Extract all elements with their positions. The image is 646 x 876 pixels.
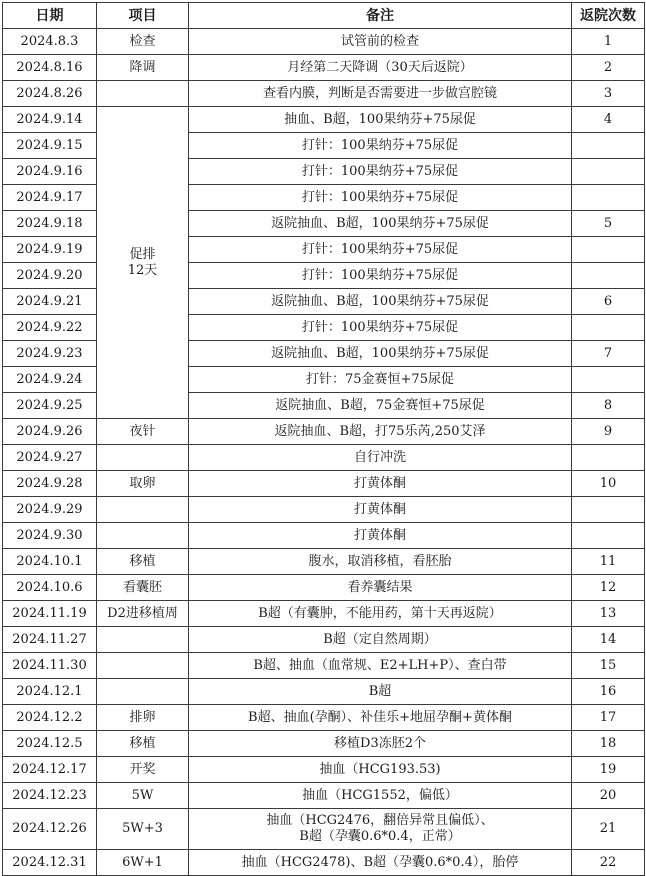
date-cell: 2024.9.19 <box>3 237 97 263</box>
item-cell: 排卵 <box>97 705 189 731</box>
date-cell: 2024.9.22 <box>3 315 97 341</box>
table-row <box>3 497 645 523</box>
table-row <box>3 601 645 627</box>
visits-cell <box>572 263 645 289</box>
item-cell <box>97 679 189 705</box>
item-cell: 5W+3 <box>97 809 189 850</box>
note-cell: 查看内膜，判断是否需要进一步做宫腔镜 <box>189 81 572 107</box>
item-cell: 降调 <box>97 55 189 81</box>
visits-cell: 21 <box>572 809 645 850</box>
table-row <box>3 679 645 705</box>
date-cell: 2024.8.3 <box>3 29 97 55</box>
note-cell: 移植D3冻胚2个 <box>189 731 572 757</box>
table-row <box>3 627 645 653</box>
visits-cell <box>572 185 645 211</box>
visits-cell: 1 <box>572 29 645 55</box>
note-cell: 返院抽血、B超，100果纳芬+75尿促 <box>189 211 572 237</box>
visits-cell: 14 <box>572 627 645 653</box>
visits-cell: 13 <box>572 601 645 627</box>
visits-cell: 22 <box>572 850 645 876</box>
note-cell: 打针：75金赛恒+75尿促 <box>189 367 572 393</box>
date-cell: 2024.12.23 <box>3 783 97 809</box>
table-row <box>3 107 645 133</box>
visits-cell: 9 <box>572 419 645 445</box>
note-cell: 返院抽血、B超，100果纳芬+75尿促 <box>189 341 572 367</box>
date-cell: 2024.9.25 <box>3 393 97 419</box>
date-cell: 2024.9.18 <box>3 211 97 237</box>
table-row <box>3 471 645 497</box>
visits-cell: 19 <box>572 757 645 783</box>
item-cell <box>97 81 189 107</box>
table-row <box>3 29 645 55</box>
item-cell: 检查 <box>97 29 189 55</box>
date-cell: 2024.10.1 <box>3 549 97 575</box>
visits-cell: 20 <box>572 783 645 809</box>
date-cell: 2024.9.16 <box>3 159 97 185</box>
table-row <box>3 850 645 876</box>
note-cell: 打黄体酮 <box>189 497 572 523</box>
ivf-schedule-table <box>2 2 645 876</box>
note-line-1: 抽血（HCG2476，翻倍异常且偏低）、 <box>266 813 494 828</box>
merged-item-label-line1: 促排 <box>129 246 156 262</box>
visits-cell: 15 <box>572 653 645 679</box>
header-row <box>3 3 645 29</box>
date-cell: 2024.12.26 <box>3 809 97 850</box>
note-cell: B超（定自然周期） <box>189 627 572 653</box>
note-cell: 试管前的检查 <box>189 29 572 55</box>
item-cell <box>97 445 189 471</box>
note-cell: 打针：100果纳芬+75尿促 <box>189 237 572 263</box>
note-line-2: B超（孕囊0.6*0.4，正常） <box>299 829 461 844</box>
visits-cell <box>572 237 645 263</box>
table-row <box>3 757 645 783</box>
visits-cell <box>572 133 645 159</box>
date-cell: 2024.9.24 <box>3 367 97 393</box>
date-cell: 2024.9.21 <box>3 289 97 315</box>
visits-cell <box>572 367 645 393</box>
date-cell: 2024.9.17 <box>3 185 97 211</box>
visits-cell: 17 <box>572 705 645 731</box>
table-row <box>3 653 645 679</box>
item-cell <box>97 497 189 523</box>
visits-cell: 8 <box>572 393 645 419</box>
note-cell: 打针：100果纳芬+75尿促 <box>189 263 572 289</box>
table-row <box>3 81 645 107</box>
date-cell: 2024.9.23 <box>3 341 97 367</box>
header-date: 日期 <box>3 3 97 29</box>
table-row <box>3 705 645 731</box>
visits-cell <box>572 315 645 341</box>
visits-cell: 12 <box>572 575 645 601</box>
visits-cell <box>572 523 645 549</box>
note-cell: 自行冲洗 <box>189 445 572 471</box>
item-cell: 移植 <box>97 549 189 575</box>
visits-cell: 10 <box>572 471 645 497</box>
item-cell: 开奖 <box>97 757 189 783</box>
date-cell: 2024.11.30 <box>3 653 97 679</box>
note-cell: 打黄体酮 <box>189 523 572 549</box>
visits-cell: 5 <box>572 211 645 237</box>
note-cell: 打针：100果纳芬+75尿促 <box>189 159 572 185</box>
date-cell: 2024.9.14 <box>3 107 97 133</box>
date-cell: 2024.8.16 <box>3 55 97 81</box>
note-cell: B超 <box>189 679 572 705</box>
table-row <box>3 419 645 445</box>
item-cell: 夜针 <box>97 419 189 445</box>
date-cell: 2024.9.28 <box>3 471 97 497</box>
item-cell: 5W <box>97 783 189 809</box>
table-row <box>3 783 645 809</box>
date-cell: 2024.11.27 <box>3 627 97 653</box>
note-cell: B超、抽血(孕酮）、补佳乐+地屈孕酮+黄体酮 <box>189 705 572 731</box>
note-cell: 腹水，取消移植，看胚胎 <box>189 549 572 575</box>
date-cell: 2024.9.26 <box>3 419 97 445</box>
visits-cell: 11 <box>572 549 645 575</box>
note-cell-multiline <box>189 809 572 850</box>
visits-cell <box>572 159 645 185</box>
visits-cell: 18 <box>572 731 645 757</box>
date-cell: 2024.9.30 <box>3 523 97 549</box>
table-row <box>3 55 645 81</box>
date-cell: 2024.9.29 <box>3 497 97 523</box>
date-cell: 2024.12.5 <box>3 731 97 757</box>
item-cell: D2进移植周 <box>97 601 189 627</box>
note-cell: 抽血（HCG1552，偏低） <box>189 783 572 809</box>
date-cell: 2024.12.2 <box>3 705 97 731</box>
visits-cell: 4 <box>572 107 645 133</box>
note-cell: 返院抽血、B超，打75乐芮,250艾泽 <box>189 419 572 445</box>
table-row <box>3 575 645 601</box>
note-cell: 打黄体酮 <box>189 471 572 497</box>
item-cell: 6W+1 <box>97 850 189 876</box>
date-cell: 2024.9.20 <box>3 263 97 289</box>
note-cell: B超（有囊肿，不能用药，第十天再返院） <box>189 601 572 627</box>
note-cell: 看养囊结果 <box>189 575 572 601</box>
note-cell: B超、抽血（血常规、E2+LH+P）、查白带 <box>189 653 572 679</box>
date-cell: 2024.8.26 <box>3 81 97 107</box>
item-cell: 移植 <box>97 731 189 757</box>
header-note: 备注 <box>189 3 572 29</box>
merged-item-label-line2: 12天 <box>127 262 158 278</box>
note-cell: 返院抽血、B超，75金赛恒+75尿促 <box>189 393 572 419</box>
table-row <box>3 731 645 757</box>
visits-cell <box>572 497 645 523</box>
note-cell: 打针：100果纳芬+75尿促 <box>189 315 572 341</box>
header-item: 项目 <box>97 3 189 29</box>
merged-item-cell <box>97 107 189 419</box>
note-cell: 抽血（HCG2478)、B超（孕囊0.6*0.4），胎停 <box>189 850 572 876</box>
table-row <box>3 523 645 549</box>
header-visits: 返院次数 <box>572 3 645 29</box>
date-cell: 2024.12.1 <box>3 679 97 705</box>
date-cell: 2024.9.15 <box>3 133 97 159</box>
visits-cell: 7 <box>572 341 645 367</box>
note-cell: 月经第二天降调（30天后返院） <box>189 55 572 81</box>
table-row <box>3 809 645 850</box>
visits-cell <box>572 445 645 471</box>
note-cell: 打针：100果纳芬+75尿促 <box>189 185 572 211</box>
date-cell: 2024.9.27 <box>3 445 97 471</box>
visits-cell: 3 <box>572 81 645 107</box>
item-cell: 取卵 <box>97 471 189 497</box>
date-cell: 2024.10.6 <box>3 575 97 601</box>
date-cell: 2024.11.19 <box>3 601 97 627</box>
visits-cell: 2 <box>572 55 645 81</box>
date-cell: 2024.12.17 <box>3 757 97 783</box>
visits-cell: 6 <box>572 289 645 315</box>
note-cell: 返院抽血、B超，100果纳芬+75尿促 <box>189 289 572 315</box>
item-cell <box>97 627 189 653</box>
visits-cell: 16 <box>572 679 645 705</box>
item-cell <box>97 653 189 679</box>
item-cell <box>97 523 189 549</box>
note-cell: 抽血（HCG193.53) <box>189 757 572 783</box>
note-cell: 打针：100果纳芬+75尿促 <box>189 133 572 159</box>
note-cell: 抽血、B超，100果纳芬+75尿促 <box>189 107 572 133</box>
item-cell: 看囊胚 <box>97 575 189 601</box>
table-row <box>3 445 645 471</box>
date-cell: 2024.12.31 <box>3 850 97 876</box>
table-row <box>3 549 645 575</box>
